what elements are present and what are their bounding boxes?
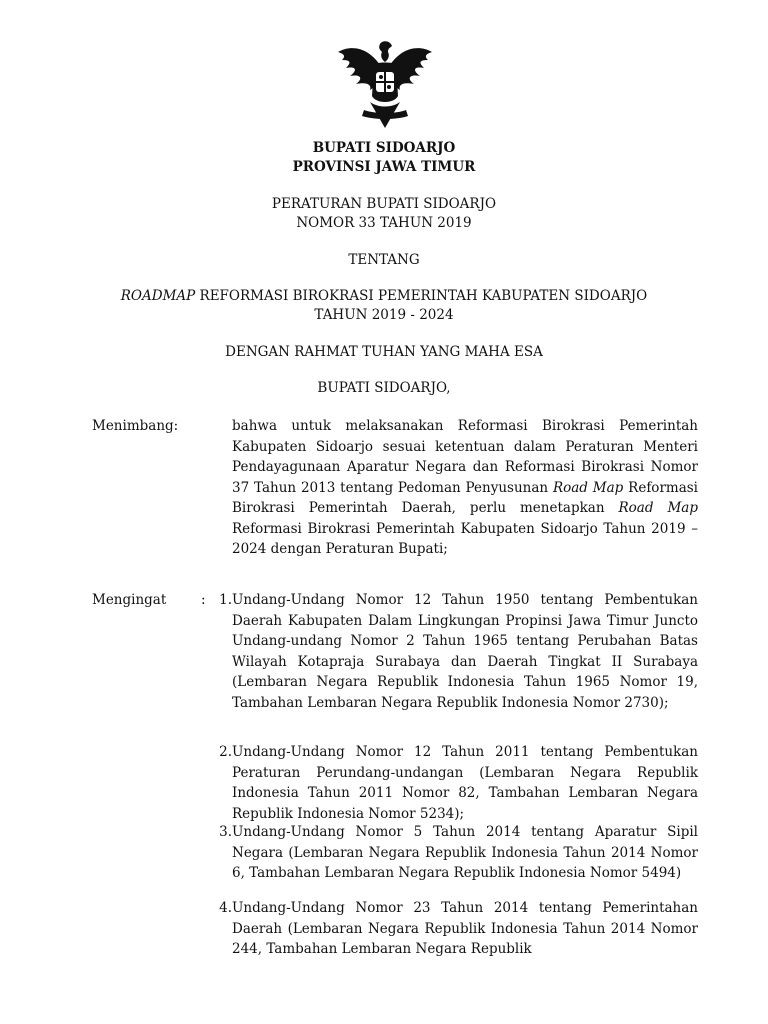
about-heading: TENTANG xyxy=(348,252,420,268)
list-item-text: Undang-Undang Nomor 5 Tahun 2014 tentang Aparatur Sipil Negara (Lembaran Negara Republik Indonesia Tahun 2014 Nomor 6, Tambahan Lembaran Negara Republik Indonesia Nomor 5494) xyxy=(232,824,698,881)
menimbang-text-part: Reformasi Birokrasi Pemerintah Kabupaten Sidoarjo Tahun 2019 – 2024 dengan Peraturan Bupati; xyxy=(232,520,698,557)
menimbang-italic-part: Road Map xyxy=(618,500,698,516)
signatory-line: BUPATI SIDOARJO, xyxy=(317,380,451,396)
mengingat-label: Mengingat xyxy=(92,592,167,608)
list-item-text: Undang-Undang Nomor 23 Tahun 2014 tentang Pemerintahan Daerah (Lembaran Negara Republik Indonesia Tahun 2014 Nomor 244, Tambahan Lembaran Negara Republik xyxy=(232,900,698,957)
list-item xyxy=(212,742,698,824)
list-item-text: Undang-Undang Nomor 12 Tahun 1950 tentang Pembentukan Daerah Kabupaten Dalam Lingkungan Propinsi Jawa Timur Juncto Undang-undang Nomor 2 Tahun 1965 tentang Perubahan Batas Wilayah Kotapraja Surabaya dan Daerah Tingkat II Surabaya (Lembaran Negara Republik Indonesia Tahun 1965 Nomor 19, Tambahan Lembaran Negara Republik Indonesia Nomor 2730); xyxy=(232,592,698,711)
header-regent: BUPATI SIDOARJO xyxy=(312,140,456,156)
list-item xyxy=(212,590,698,713)
regulation-title: PERATURAN BUPATI SIDOARJO xyxy=(271,196,497,212)
list-item xyxy=(212,822,698,884)
subject-italic: ROADMAP xyxy=(120,288,196,304)
regulation-number: NOMOR 33 TAHUN 2019 xyxy=(296,215,472,231)
list-item-text: Undang-Undang Nomor 12 Tahun 2011 tentang Pembentukan Peraturan Perundang-undangan (Lembaran Negara Republik Indonesia Tahun 2011 Nomor 82, Tambahan Lembaran Negara Republik Indonesia Nomor 5234); xyxy=(232,744,698,822)
menimbang-text-part: Reformasi Birokrasi Pemerintah Daerah, perlu menetapkan xyxy=(232,479,698,516)
list-item-number: 4. xyxy=(219,900,232,916)
subject-line xyxy=(0,286,768,306)
list-item-number: 3. xyxy=(219,824,232,840)
header-province: PROVINSI JAWA TIMUR xyxy=(292,159,476,175)
menimbang-text xyxy=(232,416,698,560)
menimbang-italic-part: Road Map xyxy=(552,479,624,496)
list-item-number: 1. xyxy=(219,592,232,608)
garuda-emblem-icon xyxy=(330,38,440,130)
subject-years: TAHUN 2019 - 2024 xyxy=(314,307,454,323)
blessing-line: DENGAN RAHMAT TUHAN YANG MAHA ESA xyxy=(225,344,543,360)
list-item xyxy=(212,898,698,960)
list-item-number: 2. xyxy=(219,744,232,760)
menimbang-label: Menimbang: xyxy=(92,418,179,434)
mengingat-colon: : xyxy=(201,592,206,608)
menimbang-text-part: bahwa untuk melaksanakan Reformasi Birokrasi Pemerintah Kabupaten Sidoarjo sesuai ketentuan dalam Peraturan Menteri Pendayagunaan Aparatur Negara dan Reformasi Birokrasi Nomor 37 Tahun 2013 tentang Pedoman Penyusunan xyxy=(232,418,698,496)
subject-rest: REFORMASI BIROKRASI PEMERINTAH KABUPATEN SIDOARJO xyxy=(195,288,648,304)
